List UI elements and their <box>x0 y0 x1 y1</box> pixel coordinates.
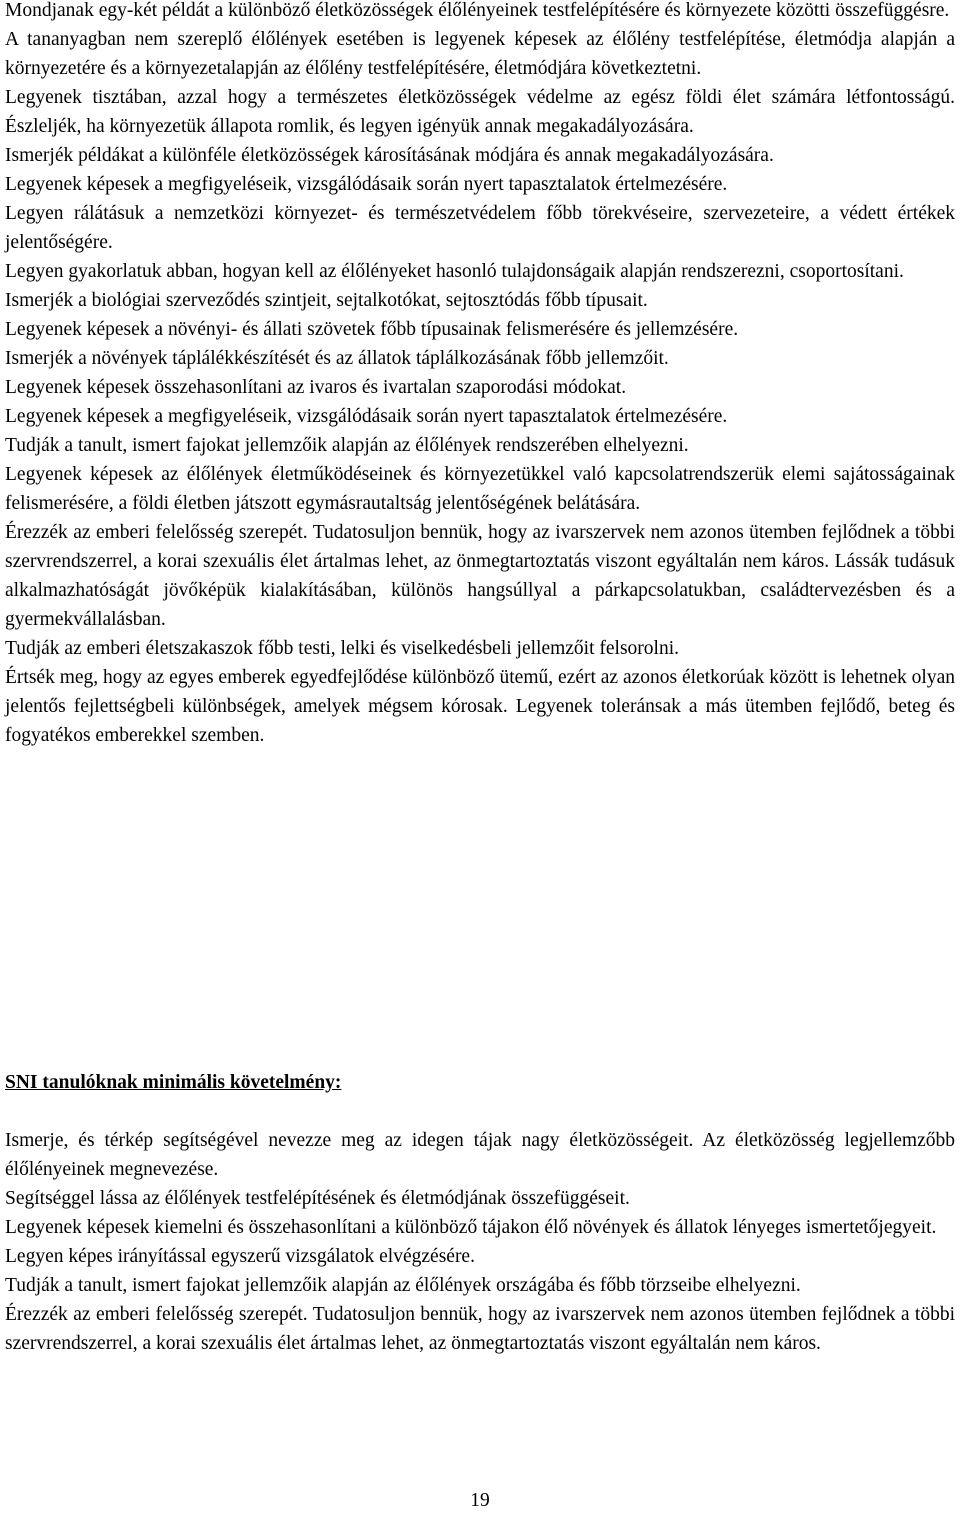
paragraph: Mondjanak egy-két példát a különböző életközösségek élőlényeinek testfelépítésére és környezete közötti összefüggésre. <box>5 0 950 21</box>
paragraph: Tudják az emberi életszakaszok főbb testi, lelki és viselkedésbeli jellemzőit felsorolni. <box>5 638 680 659</box>
paragraph: Ismerjék példákat a különféle életközösségek károsításának módjára és annak megakadályozására. <box>5 145 774 166</box>
paragraph: Ismerjék a biológiai szerveződés szintjeit, sejtalkotókat, sejtosztódás főbb típusait. <box>5 290 648 311</box>
paragraph: Érezzék az emberi felelősség szerepét. Tudatosuljon bennük, hogy az ivarszervek nem azonos ütemben fejlődnek a többi szervrendszerrel, a korai szexuális élet ártalmas lehet, az önmegtartoztatás viszont egyáltalán nem káros. <box>5 1304 955 1354</box>
paragraph: A tananyagban nem szereplő élőlények esetében is legyenek képesek az élőlény testfelépítése, életmódja alapján a környezetére és a környezetalapján az élőlény testfelépítésére, életmódjára következtetni. <box>5 29 955 79</box>
paragraph: Legyenek képesek a megfigyeléseik, vizsgálódásaik során nyert tapasztalatok értelmezésére. <box>5 174 728 195</box>
section-heading: SNI tanulóknak minimális követelmény: <box>5 1072 342 1093</box>
paragraph: Tudják a tanult, ismert fajokat jellemzőik alapján az élőlények rendszerében elhelyezni. <box>5 435 689 456</box>
paragraph: Ismerjék a növények táplálékkészítését és az állatok táplálkozásának főbb jellemzőit. <box>5 348 669 369</box>
paragraph: Legyenek tisztában, azzal hogy a természetes életközösségek védelme az egész földi élet számára létfontosságú. Észleljék, ha környezetük állapota romlik, és legyen igényük annak megakadályozására. <box>5 87 955 137</box>
paragraph: Legyen rálátásuk a nemzetközi környezet- és természetvédelem főbb törekvéseire, szervezeteire, a védett értékek jelentőségére. <box>5 203 955 253</box>
paragraph: Tudják a tanult, ismert fajokat jellemzőik alapján az élőlények országába és főbb törzseibe elhelyezni. <box>5 1275 801 1296</box>
paragraph: Legyenek képesek kiemelni és összehasonlítani a különböző tájakon élő növények és állatok lényeges ismertetőjegyeit. <box>5 1217 937 1238</box>
paragraph: Legyenek képesek az élőlények életműködéseinek és környezetükkel való kapcsolatrendszerük elemi sajátosságainak felismerésére, a földi életben játszott egymásrautaltság jelentőségének belátására. <box>5 464 955 514</box>
paragraph: Legyenek képesek a megfigyeléseik, vizsgálódásaik során nyert tapasztalatok értelmezésére. <box>5 406 728 427</box>
paragraph: Ismerje, és térkép segítségével nevezze meg az idegen tájak nagy életközösségeit. Az életközösség legjellemzőbb élőlényeinek megnevezése. <box>5 1130 955 1180</box>
paragraph: Legyen gyakorlatuk abban, hogyan kell az élőlényeket hasonló tulajdonságaik alapján rendszerezni, csoportosítani. <box>5 261 904 282</box>
paragraph: Értsék meg, hogy az egyes emberek egyedfejlődése különböző ütemű, ezért az azonos életkorúak között is lehetnek olyan jelentős fejlettségbeli különbségek, amelyek mégsem kórosak. Legyenek toleránsak a más ütemben fejlődő, beteg és fogyatékos emberekkel szemben. <box>5 667 955 746</box>
paragraph: Legyenek képesek a növényi- és állati szövetek főbb típusainak felismerésére és jellemzésére. <box>5 319 739 340</box>
paragraph: Érezzék az emberi felelősség szerepét. Tudatosuljon bennük, hogy az ivarszervek nem azonos ütemben fejlődnek a többi szervrendszerrel, a korai szexuális élet ártalmas lehet, az önmegtartoztatás viszont egyáltalán nem káros. Lássák tudásuk alkalmazhatóságát jövőképük kialakításában, különös hangsúllyal a párkapcsolatukban, családtervezésben és a gyermekvállalásban. <box>5 522 955 630</box>
paragraph: Legyen képes irányítással egyszerű vizsgálatok elvégzésére. <box>5 1246 475 1267</box>
paragraph: Segítséggel lássa az élőlények testfelépítésének és életmódjának összefüggéseit. <box>5 1188 630 1209</box>
paragraph: Legyenek képesek összehasonlítani az ivaros és ivartalan szaporodási módokat. <box>5 377 627 398</box>
sni-requirements-text <box>5 1126 955 1358</box>
page-number: 19 <box>470 1490 490 1511</box>
requirements-text <box>5 0 955 750</box>
